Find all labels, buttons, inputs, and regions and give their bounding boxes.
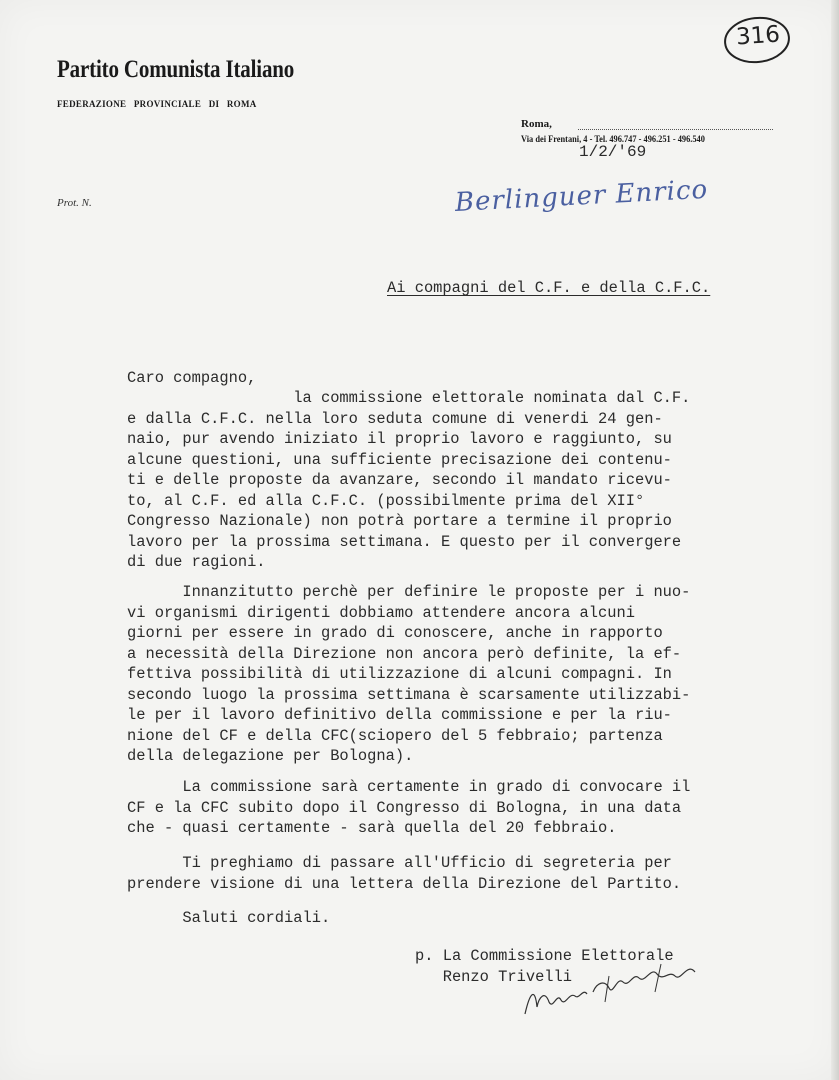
addressee-line: Ai compagni del C.F. e della C.F.C. <box>387 279 711 297</box>
paragraph-3: La commissione sarà certamente in grado di convocare il CF e la CFC subito dopo il Congresso di Bologna, in una data che - quasi certamente - sarà quella del 20 febbraio. <box>127 778 691 837</box>
signature-line-2: Renzo Trivelli <box>415 967 573 986</box>
date-line <box>578 129 773 130</box>
letter-date: 1/2/'69 <box>579 143 647 161</box>
paragraph-2: Innanzitutto perchè per definire le proposte per i nuo- vi organismi dirigenti dobbiamo attendere ancora alcuni giorni per essere in grado di conoscere, anche in rapporto a necessità della Direzione non ancora però definite, la ef- fettiva possibilità di utilizzazione di alcuni compagni. In secondo luogo la prossima settimana è scarsamente utilizzabi- le per il lavoro definitivo della commissione e per la riu- nione del CF e della CFC(sciopero del 5 febbraio; partenza della delegazione per Bologna). <box>127 583 691 765</box>
greeting: Caro compagno, <box>127 369 257 387</box>
handwritten-name: Berlinguer Enrico <box>454 174 709 218</box>
address-line: Via dei Frentani, 4 - Tel. 496.747 - 496.251 - 496.540 <box>521 134 705 144</box>
protocol-label: Prot. N. <box>57 197 92 209</box>
closing: Saluti cordiali. <box>127 909 331 927</box>
signature-line-1: p. La Commissione Elettorale <box>415 947 674 965</box>
paragraph-4: Ti preghiamo di passare all'Ufficio di segreteria per prendere visione di una lettera della Direzione del Partito. <box>127 854 682 893</box>
archive-number: 316 <box>735 21 781 51</box>
federation-name: FEDERAZIONE PROVINCIALE DI ROMA <box>57 99 257 109</box>
party-name: Partito Comunista Italiano <box>57 56 295 83</box>
handwritten-signature-icon <box>505 952 715 1022</box>
city-label: Roma, <box>521 118 552 130</box>
paper-edge <box>831 0 839 1080</box>
paragraph-1: la commissione elettorale nominata dal C.F. e dalla C.F.C. nella loro seduta comune di venerdi 24 gen- naio, pur avendo iniziato il proprio lavoro e raggiunto, su alcune questioni, una sufficiente precisazione dei contenu- ti e delle proposte da avanzare, secondo il mandato ricevu- to, al C.F. ed alla C.F.C. (possibilmente prima del XII° Congresso Nazionale) non potrà portare a termine il proprio lavoro per la prossima settimana. E questo per il convergere di due ragioni. <box>127 389 691 571</box>
